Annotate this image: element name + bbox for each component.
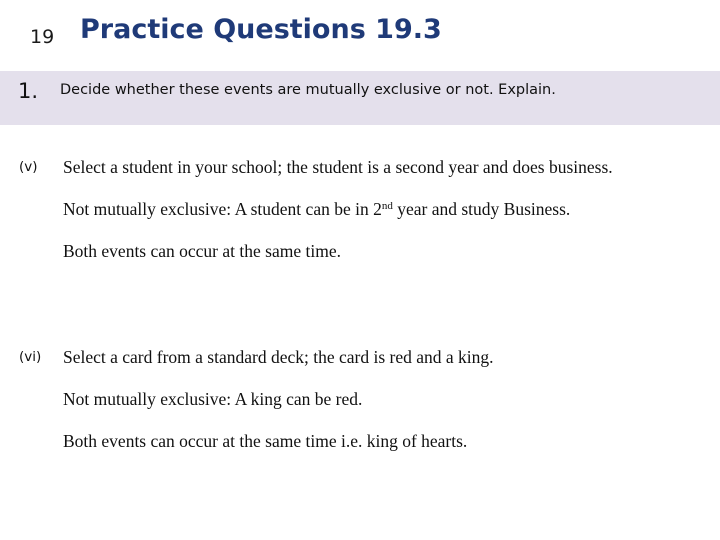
part-vi-statement: Select a card from a standard deck; the card is red and a king. bbox=[63, 347, 494, 367]
question-band bbox=[0, 71, 720, 125]
page-title: Practice Questions 19.3 bbox=[80, 14, 442, 45]
part-label-vi: (vi) bbox=[19, 349, 42, 365]
part-vi-answer: Not mutually exclusive: A king can be red. bbox=[63, 389, 363, 409]
part-v-answer-text: Not mutually exclusive: A student can be in 2 bbox=[63, 199, 382, 219]
part-label-v: (v) bbox=[19, 159, 38, 175]
ordinal-suffix: nd bbox=[381, 200, 393, 212]
part-vi-reason: Both events can occur at the same time i.e. king of hearts. bbox=[63, 431, 468, 451]
question-prompt: Decide whether these events are mutually exclusive or not. Explain. bbox=[60, 82, 556, 98]
chapter-number: 19 bbox=[30, 26, 55, 48]
part-v-reason: Both events can occur at the same time. bbox=[63, 241, 341, 261]
part-v-answer-text-end: year and study Business. bbox=[392, 199, 571, 219]
part-v-statement: Select a student in your school; the student is a second year and does business. bbox=[63, 157, 613, 177]
part-v-answer bbox=[63, 199, 570, 220]
question-number: 1. bbox=[18, 79, 39, 103]
